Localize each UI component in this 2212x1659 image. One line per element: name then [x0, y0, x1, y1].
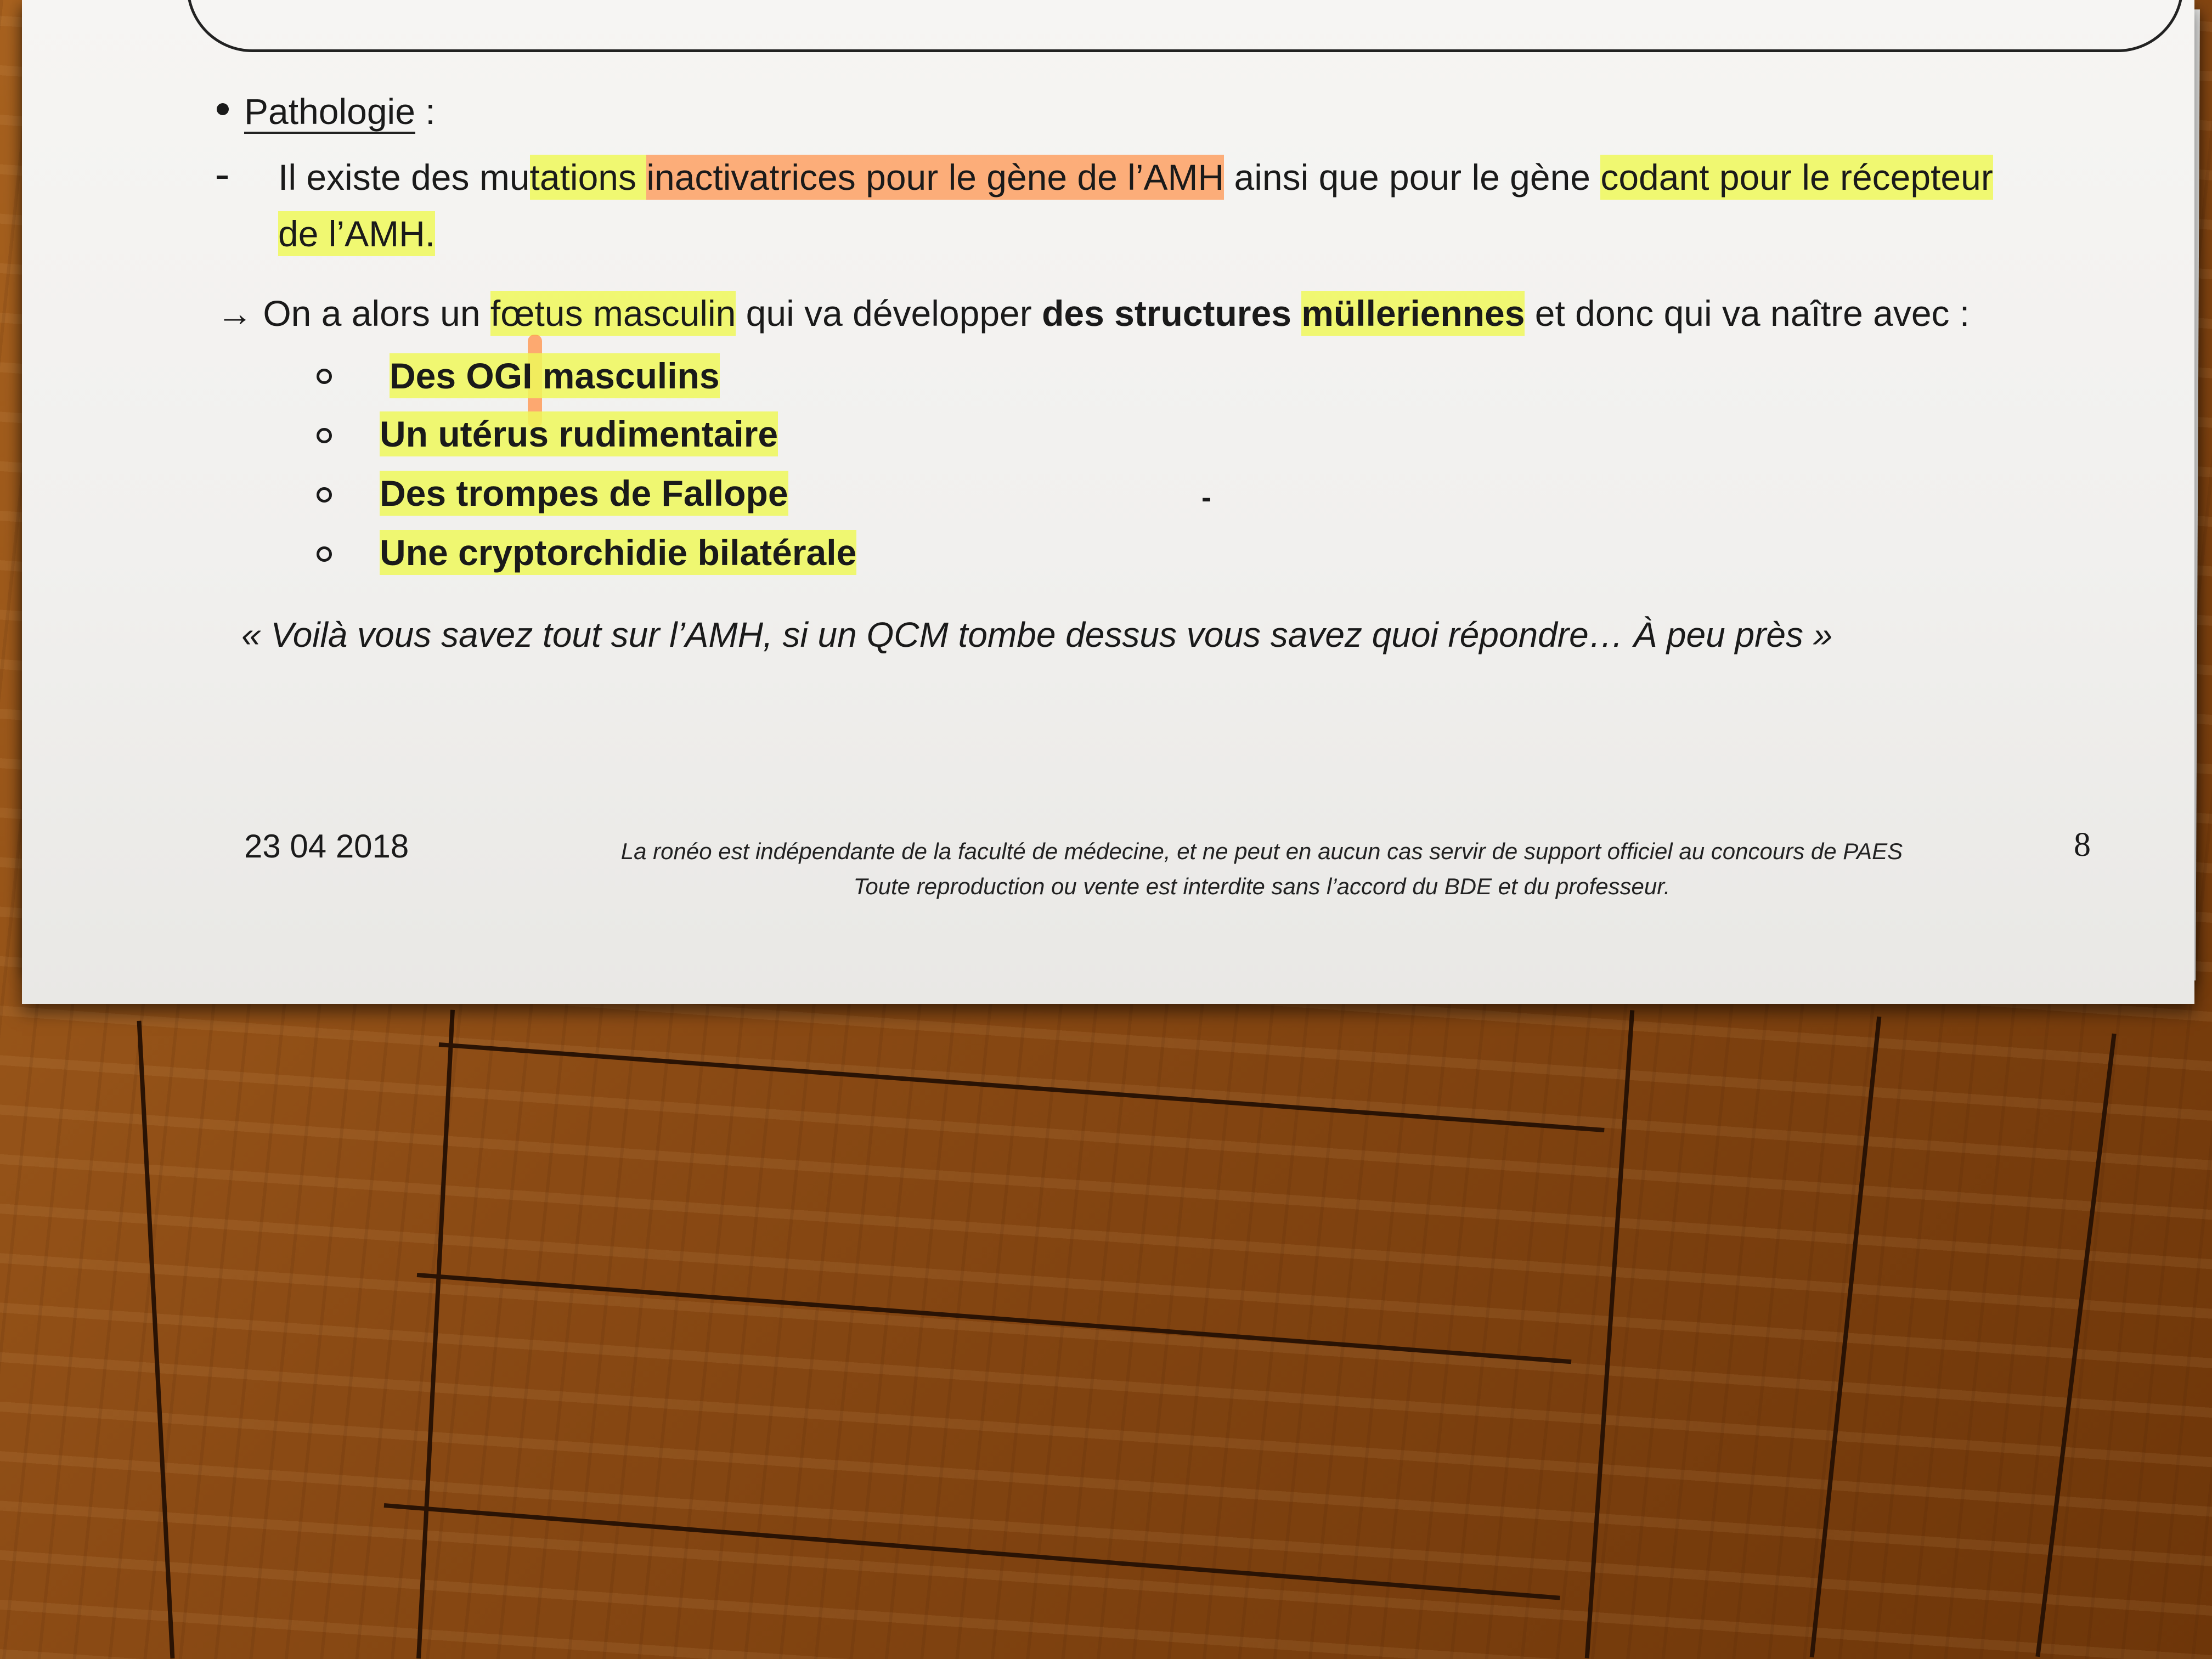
list-item: Des OGI masculins	[390, 358, 720, 394]
floor-seam	[1810, 1017, 1882, 1657]
arrow-icon: →	[217, 293, 253, 334]
section-heading-text: Pathologie	[244, 91, 415, 134]
bullet-icon	[217, 103, 229, 115]
list-item: Des trompes de Fallope	[380, 475, 788, 511]
floor-seam	[2035, 1034, 2116, 1657]
closing-quote: « Voilà vous savez tout sur l’AMH, si un QCM tombe dessus vous savez quoi répondre… À peu près »	[241, 615, 1833, 654]
floor-seam	[416, 1010, 455, 1659]
dash-marker	[217, 176, 228, 179]
footer-disclaimer: La ronéo est indépendante de la faculté de médecine, et ne peut en aucun cas servir de support officiel au concours de PAES Toute reproduction ou vente est interdite sans l’accord du BDE et du professeur.	[620, 838, 1903, 899]
consequence-line: → On a alors un fœtus masculin qui va développer des structures mülleriennes et donc qui va naître avec :	[217, 295, 1970, 331]
list-bullet-icon	[317, 487, 332, 503]
list-item: Un utérus rudimentaire	[380, 416, 778, 452]
previous-frame-border	[187, 0, 2183, 52]
stray-dash: -	[1201, 481, 1211, 514]
list-item: Une cryptorchidie bilatérale	[380, 534, 856, 571]
floor-seam	[384, 1503, 1560, 1600]
section-heading: Pathologie :	[244, 93, 436, 129]
list-bullet-icon	[317, 369, 332, 384]
paragraph-line-2: de l’AMH.	[278, 216, 435, 252]
footer-date: 23 04 2018	[244, 828, 409, 865]
floor-seam	[1585, 1010, 1635, 1658]
page-number: 8	[2074, 826, 2091, 864]
list-bullet-icon	[317, 546, 332, 562]
floor-seam	[417, 1273, 1572, 1364]
document-page	[22, 0, 2194, 1004]
list-bullet-icon	[317, 428, 332, 443]
floor-seam	[439, 1042, 1605, 1132]
paragraph-line-1: Il existe des mutations inactivatrices pour le gène de l’AMH ainsi que pour le gène codant pour le récepteur	[278, 159, 1993, 195]
floor-seam	[137, 1021, 175, 1659]
